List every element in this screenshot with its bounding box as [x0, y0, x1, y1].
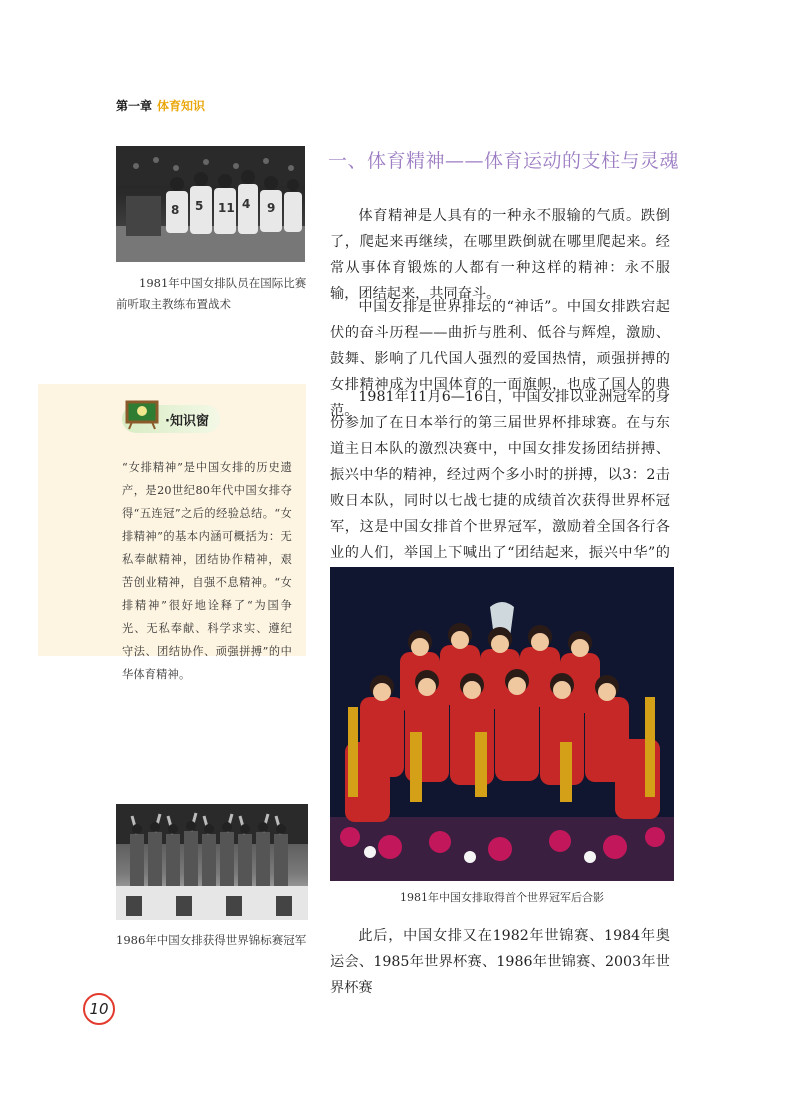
photo-champions-group	[330, 567, 674, 881]
blackboard-icon	[124, 396, 164, 430]
chapter-topic: 体育知识	[157, 99, 206, 113]
paragraph-2: 中国女排是世界排坛的“神话”。中国女排跌宕起伏的奋斗历程——曲折与胜利、低谷与辉煌，激励、鼓舞、影响了几代国人强烈的爱国热情，顽强拼搏的女排精神成为中国体育的一面旗帜，也成了国人的典范。	[330, 299, 670, 419]
svg-text:4: 4	[242, 197, 251, 211]
photo1-caption: 1981年中国女排队员在国际比赛前听取主教练布置战术	[116, 276, 307, 311]
photo2-caption: 1981年中国女排取得首个世界冠军后合影	[400, 891, 604, 904]
photo-1986-championship	[116, 804, 308, 920]
knowledge-box-title: ·知识窗	[165, 414, 209, 429]
photo-team-huddle	[116, 146, 305, 262]
svg-text:11: 11	[218, 201, 235, 215]
section-title: 一、体育精神——体育运动的支柱与灵魂	[328, 150, 680, 172]
svg-text:5: 5	[195, 199, 204, 213]
paragraph-4: 此后，中国女排又在1982年世锦赛、1984年奥运会、1985年世界杯赛、1986年世锦赛、2003年世界杯赛	[330, 928, 670, 996]
svg-text:9: 9	[267, 201, 276, 215]
paragraph-1: 体育精神是人具有的一种永不服输的气质。跌倒了，爬起来再继续，在哪里跌倒就在哪里爬起来。经常从事体育锻炼的人都有一种这样的精神：永不服输，团结起来，共同奋斗。	[330, 208, 670, 302]
svg-text:8: 8	[171, 203, 180, 217]
paragraph-3: 1981年11月6—16日，中国女排以亚洲冠军的身份参加了在日本举行的第三届世界杯排球赛。在与东道主日本队的激烈决赛中，中国女排发扬团结拼搏、振兴中华的精神，经过两个多小时的拼搏，以3：2击败日本队，同时以七战七捷的成绩首次获得世界杯冠军，这是中国女排首个世界冠军，激励着全国各行各业的人们，举国上下喊出了“团结起来，振兴中华”的	[330, 389, 670, 561]
knowledge-box-text: “女排精神”是中国女排的历史遗产，是20世纪80年代中国女排夺得“五连冠”之后的经验总结。“女排精神”的基本内涵可概括为：无私奉献精神，团结协作精神，艰苦创业精神，自强不息精神。“女排精神”很好地诠释了“为国争光、无私奉献、科学求实、遵纪守法、团结协作、顽强拼搏”的中华体育精神。	[122, 461, 292, 681]
photo3-caption: 1986年中国女排获得世界锦标赛冠军	[116, 933, 307, 947]
chapter-label: 第一章	[116, 99, 153, 113]
page-number: 10	[83, 993, 115, 1025]
